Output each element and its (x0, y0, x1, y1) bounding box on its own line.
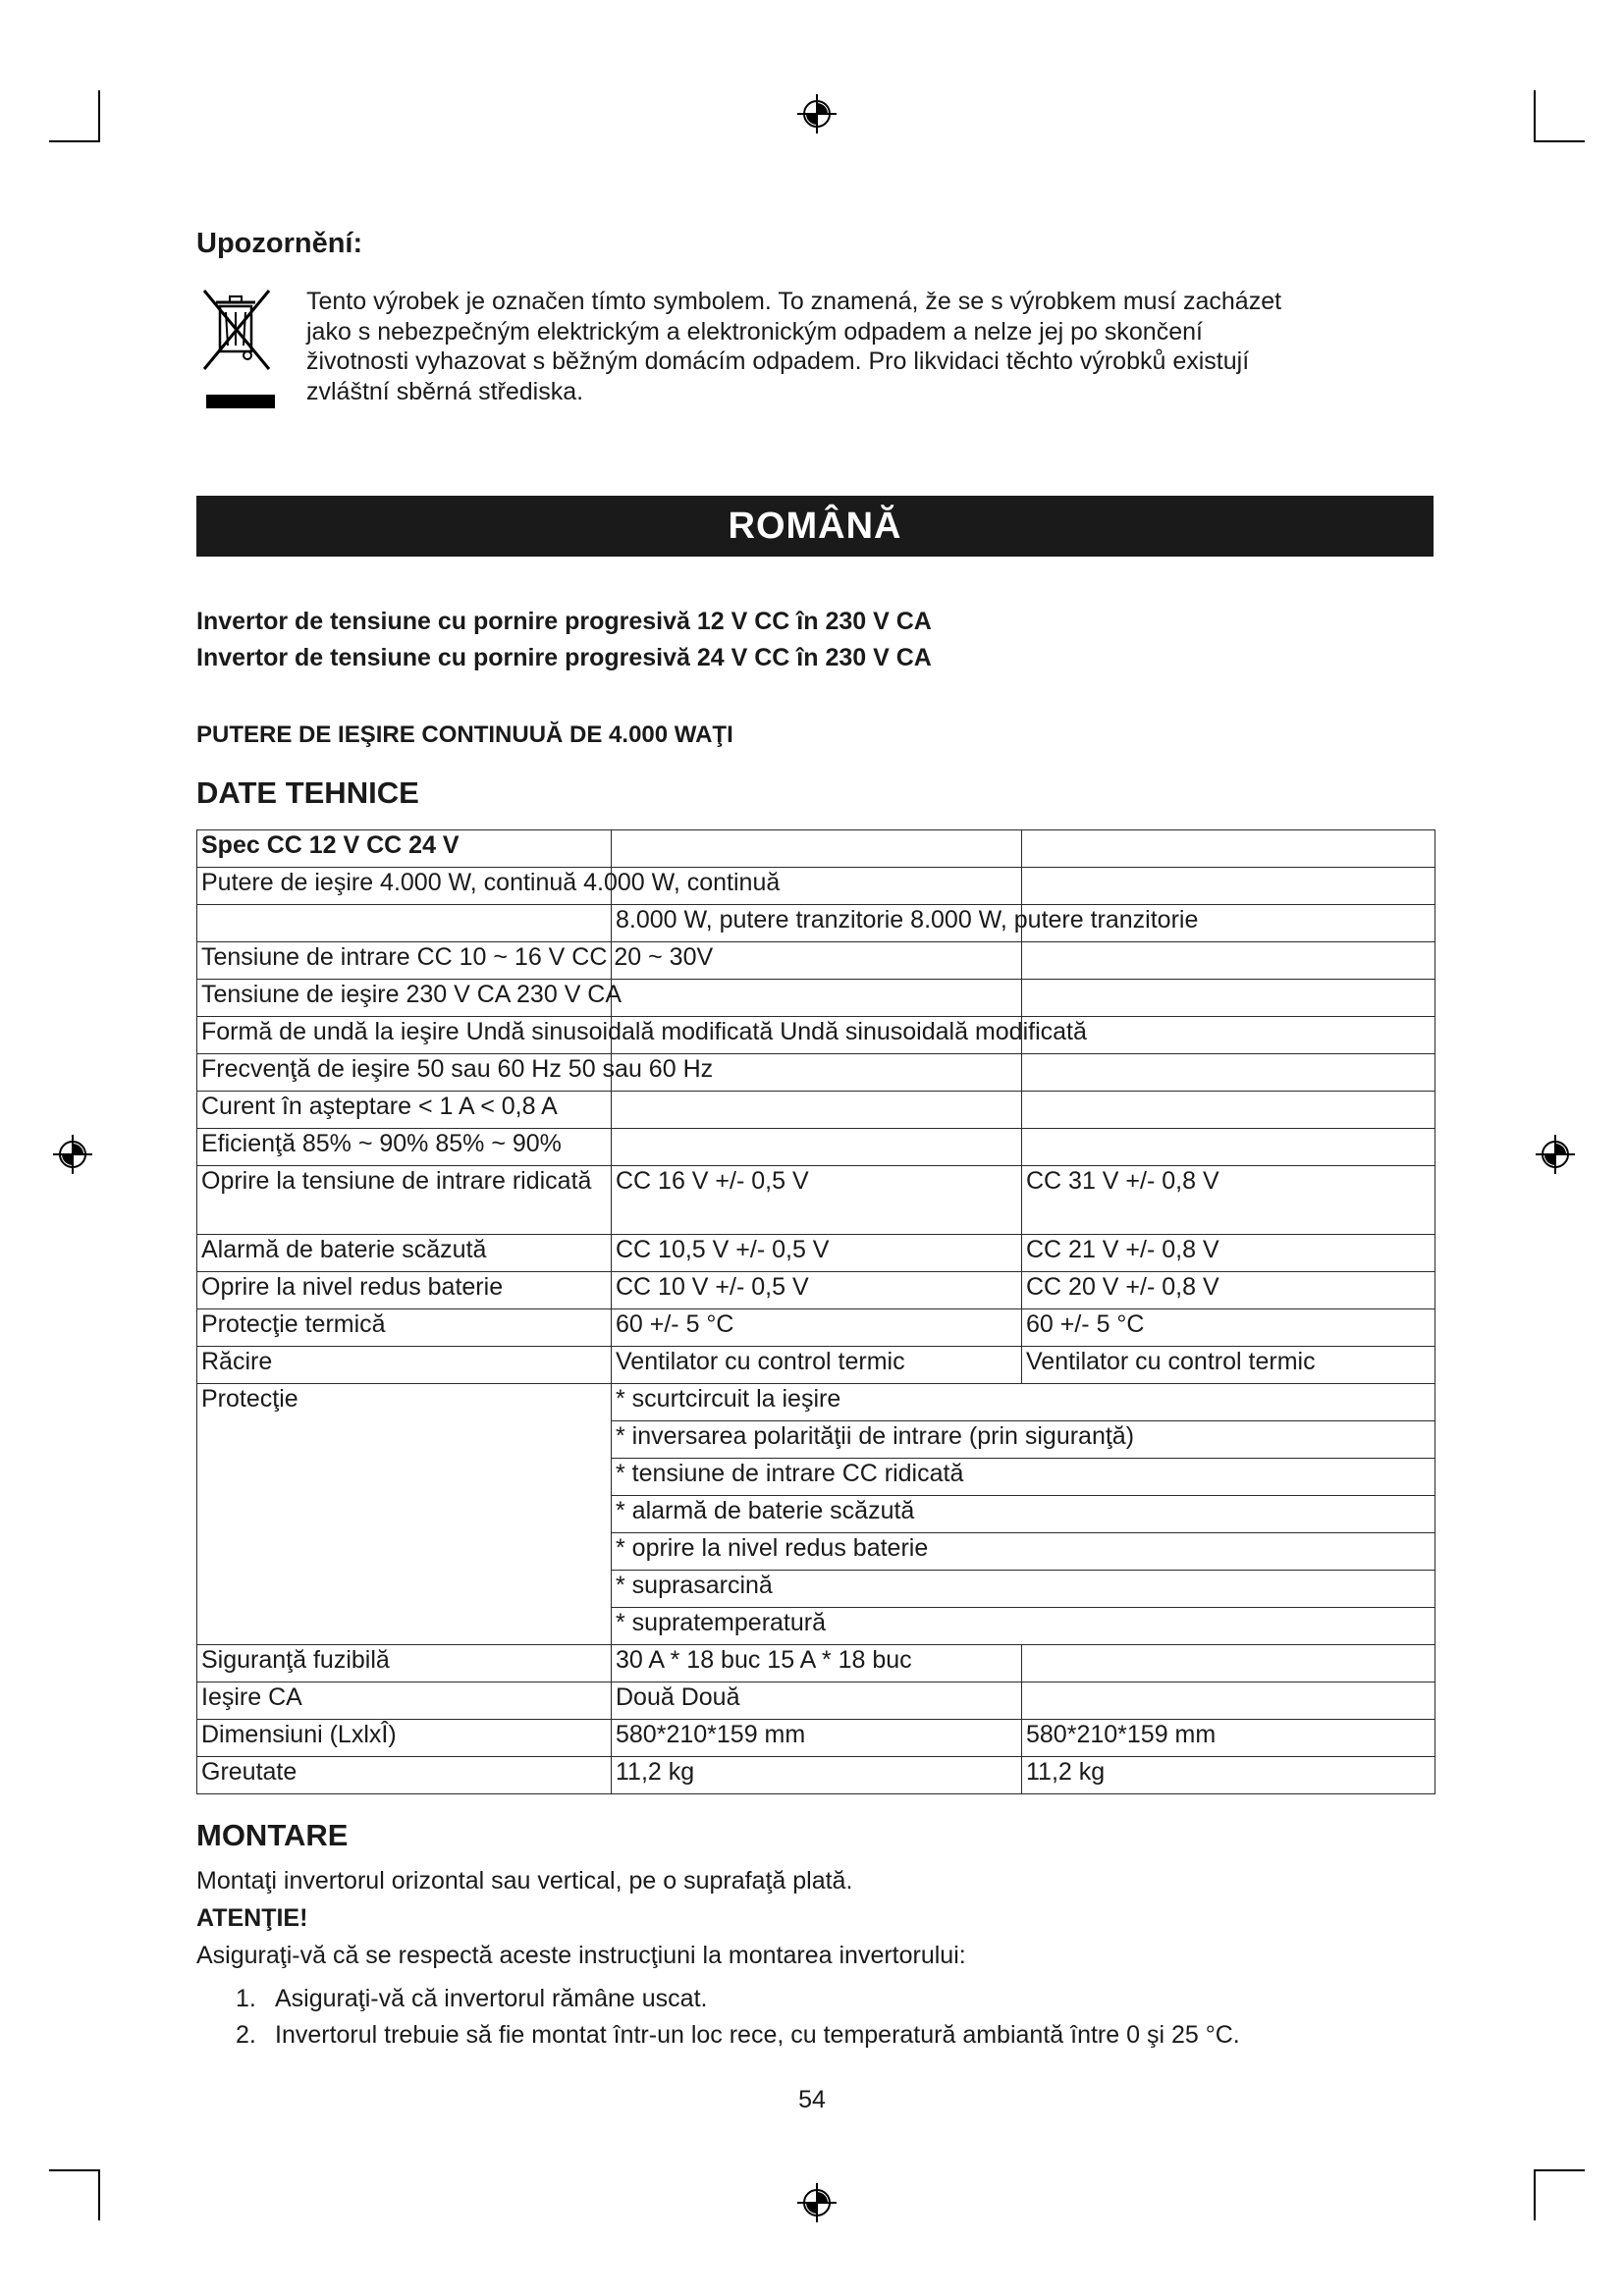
table-cell: Formă de undă la ieşire Undă sinusoidală modificată Undă sinusoidală modificată (197, 1017, 612, 1054)
table-cell: Tensiune de intrare CC 10 ~ 16 V CC 20 ~ 30V (197, 942, 612, 980)
crop-mark-bottom-left-v (98, 2169, 100, 2220)
table-cell: Frecvenţă de ieşire 50 sau 60 Hz 50 sau 60 Hz (197, 1054, 612, 1092)
table-cell: Dimensiuni (LxlxÎ) (197, 1720, 612, 1757)
warning-line: jako s nebezpečným elektrickým a elektronickým odpadem a nelze jej po skončení (306, 317, 1203, 346)
attention-label: ATENŢIE! (196, 1904, 308, 1932)
table-row (197, 868, 1435, 905)
table-row (197, 1017, 1435, 1054)
table-row (197, 1309, 1435, 1347)
table-cell: Eficienţă 85% ~ 90% 85% ~ 90% (197, 1129, 612, 1166)
table-cell: Protecţie (197, 1384, 612, 1645)
table-row (197, 1166, 1435, 1235)
table-cell: Două Două (612, 1682, 1022, 1720)
crop-mark-bottom-right-h (1534, 2169, 1585, 2171)
table-cell: Ieşire CA (197, 1682, 612, 1720)
page-number: 54 (798, 2086, 826, 2113)
table-cell: Oprire la nivel redus baterie (197, 1272, 612, 1309)
crop-mark-bottom-right-v (1534, 2169, 1536, 2220)
table-cell (1022, 980, 1435, 1017)
table-cell: Putere de ieşire 4.000 W, continuă 4.000 W, continuă (197, 868, 612, 905)
warning-line: životnosti vyhazovat s běžným domácím odpadem. Pro likvidaci těchto výrobků existují (306, 347, 1250, 375)
table-cell: CC 10 V +/- 0,5 V (612, 1272, 1022, 1309)
table-row (197, 1757, 1435, 1794)
table-row (197, 1092, 1435, 1129)
table-cell: Ventilator cu control termic (1022, 1347, 1435, 1384)
mounting-heading: MONTARE (196, 1818, 349, 1852)
list-item-text: Invertorul trebuie să fie montat într-un loc rece, cu temperatură ambiantă între 0 şi 25 °C. (275, 2021, 1240, 2049)
product-title-24v: Invertor de tensiune cu pornire progresivă 24 V CC în 230 V CA (196, 644, 932, 671)
table-cell: Răcire (197, 1347, 612, 1384)
language-header-banner: ROMÂNĂ (196, 496, 1434, 557)
table-cell (1022, 1682, 1435, 1720)
mounting-text: Montaţi invertorul orizontal sau vertical, pe o suprafaţă plată. (196, 1867, 853, 1895)
table-header-cell: Spec CC 12 V CC 24 V (197, 830, 612, 868)
spec-table (196, 829, 1435, 1794)
table-cell: * tensiune de intrare CC ridicată (612, 1459, 1435, 1496)
table-cell: 580*210*159 mm (612, 1720, 1022, 1757)
table-cell: Tensiune de ieşire 230 V CA 230 V CA (197, 980, 612, 1017)
registration-mark-left-icon (51, 1133, 94, 1176)
table-cell: CC 10,5 V +/- 0,5 V (612, 1235, 1022, 1272)
table-row (197, 1682, 1435, 1720)
table-cell: * alarmă de baterie scăzută (612, 1496, 1435, 1533)
technical-data-heading: DATE TEHNICE (196, 775, 419, 810)
list-item (236, 1981, 1240, 2017)
crop-mark-top-right-v (1534, 90, 1536, 141)
table-cell: * scurtcircuit la ieşire (612, 1384, 1435, 1421)
warning-title: Upozornění: (196, 228, 363, 259)
table-cell: 11,2 kg (1022, 1757, 1435, 1794)
table-row (197, 1235, 1435, 1272)
table-row (197, 1054, 1435, 1092)
table-cell: CC 21 V +/- 0,8 V (1022, 1235, 1435, 1272)
table-cell: * suprasarcină (612, 1571, 1435, 1608)
table-cell (1022, 1092, 1435, 1129)
table-row (197, 1129, 1435, 1166)
table-cell: Protecţie termică (197, 1309, 612, 1347)
table-cell (1022, 868, 1435, 905)
table-cell (1022, 1054, 1435, 1092)
mounting-list (236, 1981, 1240, 2054)
table-row (197, 1384, 1435, 1421)
registration-mark-top-icon (795, 92, 839, 135)
table-row (197, 1645, 1435, 1682)
product-title-12v: Invertor de tensiune cu pornire progresivă 12 V CC în 230 V CA (196, 608, 932, 635)
crop-mark-top-right-h (1534, 140, 1585, 142)
table-cell: CC 16 V +/- 0,5 V (612, 1166, 1022, 1235)
table-cell: Alarmă de baterie scăzută (197, 1235, 612, 1272)
table-cell: Curent în aşteptare < 1 A < 0,8 A (197, 1092, 612, 1129)
table-cell (197, 905, 612, 942)
crop-mark-top-left-v (98, 90, 100, 141)
table-row (197, 1720, 1435, 1757)
table-row (197, 980, 1435, 1017)
table-cell: 30 A * 18 buc 15 A * 18 buc (612, 1645, 1022, 1682)
table-row (197, 1347, 1435, 1384)
table-cell: 11,2 kg (612, 1757, 1022, 1794)
table-cell: * inversarea polarităţii de intrare (prin siguranţă) (612, 1421, 1435, 1459)
table-cell: 60 +/- 5 °C (1022, 1309, 1435, 1347)
crop-mark-top-left-h (49, 140, 100, 142)
table-cell (1022, 942, 1435, 980)
table-cell: Ventilator cu control termic (612, 1347, 1022, 1384)
table-row (197, 1272, 1435, 1309)
registration-mark-bottom-icon (795, 2181, 839, 2224)
table-cell: CC 31 V +/- 0,8 V (1022, 1166, 1435, 1235)
table-row (197, 942, 1435, 980)
list-item-text: Asiguraţi-vă că invertorul rămâne uscat. (275, 1985, 708, 2012)
table-cell (1022, 1129, 1435, 1166)
table-cell: Siguranţă fuzibilă (197, 1645, 612, 1682)
output-power-title: PUTERE DE IEŞIRE CONTINUUĂ DE 4.000 WAŢI (196, 721, 733, 748)
table-cell: * oprire la nivel redus baterie (612, 1533, 1435, 1571)
table-cell: Oprire la tensiune de intrare ridicată (197, 1166, 612, 1235)
table-cell (1022, 1645, 1435, 1682)
table-row (197, 830, 1435, 868)
table-cell (612, 980, 1022, 1017)
table-cell: CC 20 V +/- 0,8 V (1022, 1272, 1435, 1309)
crossed-out-wheelie-bin-icon (196, 285, 275, 373)
crop-mark-bottom-left-h (49, 2169, 100, 2171)
list-item-number: 2. (236, 2021, 256, 2049)
table-cell: 580*210*159 mm (1022, 1720, 1435, 1757)
list-item (236, 2017, 1240, 2054)
table-row (197, 905, 1435, 942)
table-cell (612, 1129, 1022, 1166)
weee-bar-marker (206, 395, 275, 408)
warning-text (306, 287, 1416, 406)
mounting-intro: Asiguraţi-vă că se respectă aceste instrucţiuni la montarea invertorului: (196, 1942, 966, 1969)
table-cell: * supratemperatură (612, 1608, 1435, 1645)
table-cell: Greutate (197, 1757, 612, 1794)
table-cell (612, 1092, 1022, 1129)
table-cell: 8.000 W, putere tranzitorie 8.000 W, putere tranzitorie (612, 905, 1022, 942)
warning-line: Tento výrobek je označen tímto symbolem. To znamená, že se s výrobkem musí zacházet (306, 288, 1282, 315)
table-cell: 60 +/- 5 °C (612, 1309, 1022, 1347)
warning-line: zvláštní sběrná střediska. (306, 377, 584, 405)
list-item-number: 1. (236, 1985, 256, 2012)
registration-mark-right-icon (1534, 1133, 1577, 1176)
